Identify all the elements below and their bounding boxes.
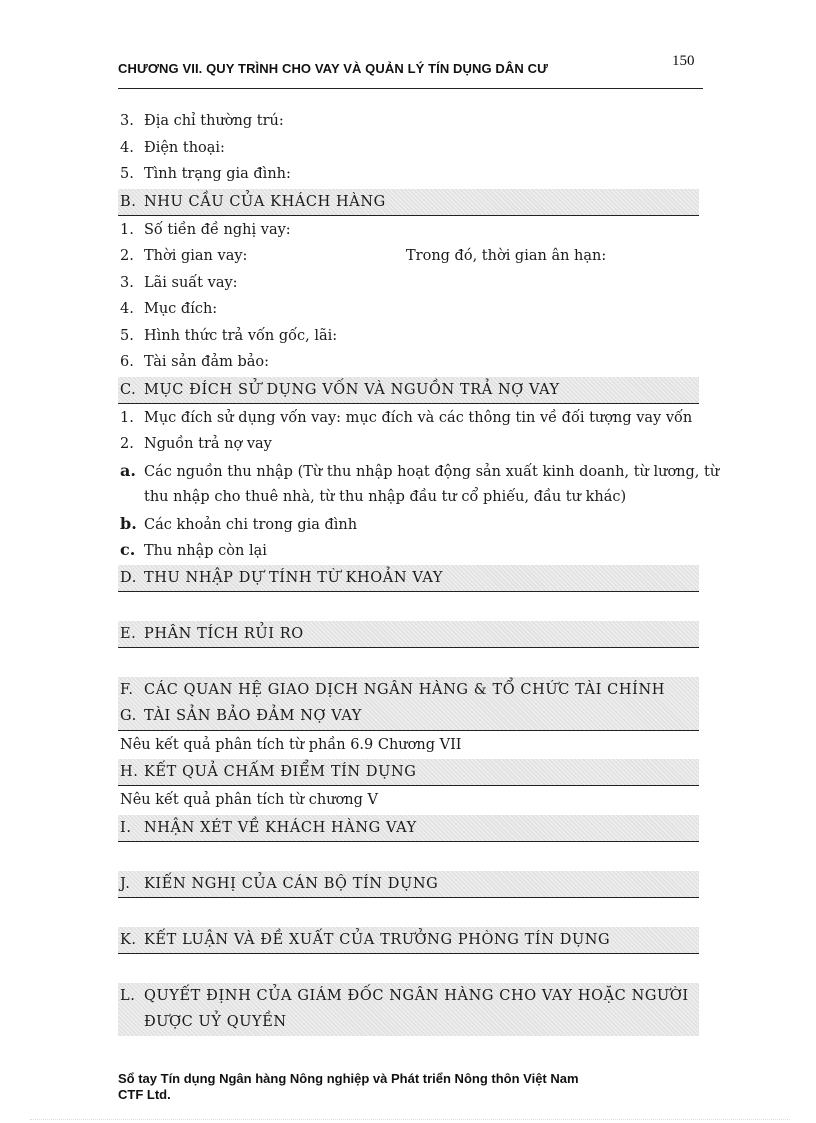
section-j-heading: J. KIẾN NGHỊ CỦA CÁN BỘ TÍN DỤNG bbox=[118, 871, 699, 898]
list-item: c. Thu nhập còn lại bbox=[120, 540, 267, 559]
section-l-heading: L. QUYẾT ĐỊNH CỦA GIÁM ĐỐC NGÂN HÀNG CHO VAY HOẶC NGƯỜI ĐƯỢC UỶ QUYỀN bbox=[118, 983, 699, 1036]
chapter-title: CHƯƠNG VII. QUY TRÌNH CHO VAY VÀ QUẢN LÝ TÍN DỤNG DÂN CƯ bbox=[118, 61, 548, 76]
list-item: 3. Lãi suất vay: bbox=[120, 274, 238, 291]
credit-form-content bbox=[118, 108, 720, 1037]
section-f-g-heading bbox=[118, 677, 699, 731]
section-c-heading: C. MỤC ĐÍCH SỬ DỤNG VỐN VÀ NGUỒN TRẢ NỢ VAY bbox=[118, 377, 699, 404]
footer-divider bbox=[30, 1119, 790, 1120]
section-g-heading: G. TÀI SẢN BẢO ĐẢM NỢ VAY bbox=[120, 708, 362, 724]
list-item: b. Các khoản chi trong gia đình bbox=[120, 513, 358, 533]
list-item: 5. Tình trạng gia đình: bbox=[120, 166, 291, 182]
page-number: 150 bbox=[672, 53, 695, 69]
list-item: 4. Mục đích: bbox=[120, 301, 218, 317]
footer-publication: Sổ tay Tín dụng Ngân hàng Nông nghiệp và Phát triển Nông thôn Việt Nam bbox=[118, 1071, 579, 1086]
header-divider bbox=[118, 88, 703, 89]
list-item-continuation: thu nhập cho thuê nhà, từ thu nhập đầu tư cổ phiếu, đầu tư khác) bbox=[144, 489, 627, 505]
section-b-heading: B. NHU CẦU CỦA KHÁCH HÀNG bbox=[118, 189, 699, 216]
footer-company: CTF Ltd. bbox=[118, 1087, 171, 1102]
list-item: 6. Tài sản đảm bảo: bbox=[120, 354, 270, 370]
list-item: 4. Điện thoại: bbox=[120, 139, 225, 156]
section-h-heading: H. KẾT QUẢ CHẤM ĐIỂM TÍN DỤNG bbox=[118, 759, 699, 786]
grace-period-label: Trong đó, thời gian ân hạn: bbox=[406, 248, 607, 264]
list-item: 1. Mục đích sử dụng vốn vay: mục đích và các thông tin về đối tượng vay vốn bbox=[120, 409, 693, 426]
section-e-heading: E. PHÂN TÍCH RỦI RO bbox=[118, 621, 699, 648]
list-item: 1. Số tiền đề nghị vay: bbox=[120, 221, 291, 238]
section-g-note: Nêu kết quả phân tích từ phần 6.9 Chương VII bbox=[120, 736, 462, 753]
list-item: 3. Địa chỉ thường trú: bbox=[120, 113, 284, 129]
section-i-heading: I. NHẬN XÉT VỀ KHÁCH HÀNG VAY bbox=[118, 815, 699, 842]
list-item: a. Các nguồn thu nhập (Từ thu nhập hoạt động sản xuất kinh doanh, từ lương, từ bbox=[120, 460, 720, 480]
section-k-heading: K. KẾT LUẬN VÀ ĐỀ XUẤT CỦA TRƯỞNG PHÒNG TÍN DỤNG bbox=[118, 927, 699, 954]
section-f-heading: F. CÁC QUAN HỆ GIAO DỊCH NGÂN HÀNG & TỔ CHỨC TÀI CHÍNH bbox=[120, 681, 665, 698]
section-d-heading: D. THU NHẬP DỰ TÍNH TỪ KHOẢN VAY bbox=[118, 565, 699, 592]
list-item: 2. Thời gian vay: Trong đó, thời gian ân hạn: bbox=[118, 243, 699, 270]
list-item: 5. Hình thức trả vốn gốc, lãi: bbox=[120, 327, 338, 344]
footer bbox=[118, 1071, 579, 1103]
list-item: 2. Nguồn trả nợ vay bbox=[120, 436, 272, 452]
section-h-note: Nêu kết quả phân tích từ chương V bbox=[120, 792, 378, 808]
